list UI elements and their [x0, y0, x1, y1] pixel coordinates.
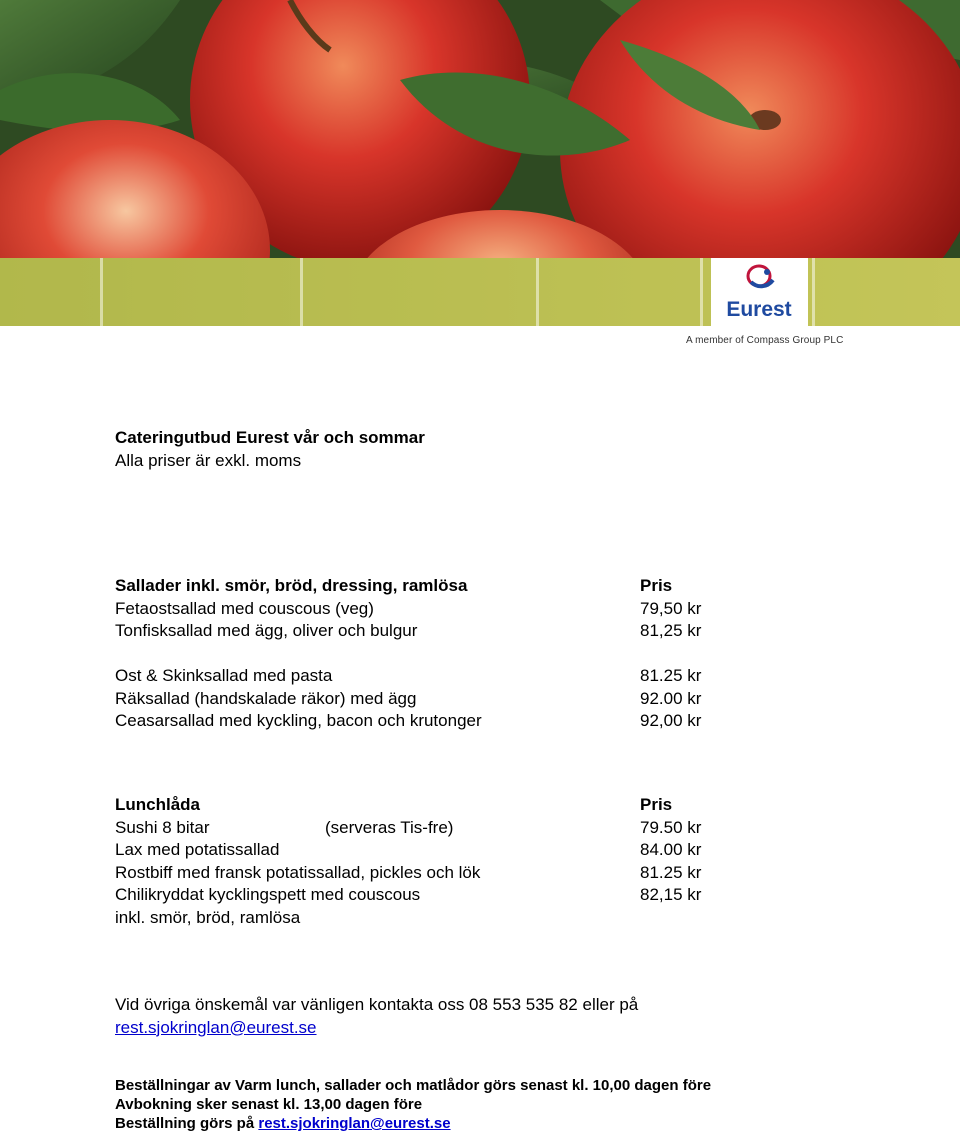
item-name: Ost & Skinksallad med pasta: [115, 666, 333, 685]
item-price: 82,15 kr: [640, 885, 702, 904]
item-price: 79.50 kr: [640, 817, 702, 837]
item-name: Räksallad (handskalade räkor) med ägg: [115, 688, 417, 708]
item-name: Tonfisksallad med ägg, oliver och bulgur: [115, 621, 418, 640]
item-name: Sushi 8 bitar: [115, 817, 210, 837]
list-item: [115, 862, 702, 885]
lunch-section: [115, 794, 702, 929]
list-item: [115, 817, 702, 840]
list-item: [115, 620, 702, 643]
vat-note: Alla priser är exkl. moms: [115, 450, 302, 470]
item-price: 92.00 kr: [640, 688, 702, 708]
item-name: Chilikryddat kycklingspett med couscous: [115, 885, 421, 904]
item-name: Ceasarsallad med kyckling, bacon och krutonger: [115, 711, 482, 730]
eurest-logo-icon: [711, 258, 808, 326]
salads-price-heading: Pris: [640, 576, 673, 595]
list-item: [115, 688, 702, 711]
item-note: (serveras Tis-fre): [325, 817, 454, 837]
contact-email-link[interactable]: rest.sjokringlan@eurest.se: [115, 1017, 317, 1037]
tagline: A member of Compass Group PLC: [686, 335, 844, 346]
item-name: Rostbiff med fransk potatissallad, pickles och lök: [115, 862, 481, 882]
list-item: [115, 839, 702, 862]
list-item: [115, 665, 702, 688]
eurest-logo: [711, 258, 808, 326]
lunch-price-heading: Pris: [640, 795, 673, 814]
salads-section: [115, 575, 702, 733]
contact-text: Vid övriga önskemål var vänligen kontakta oss 08 553 535 82 eller på: [115, 995, 639, 1014]
item-price: 81,25 kr: [640, 621, 702, 640]
item-name: Lax med potatissallad: [115, 840, 280, 859]
list-item: [115, 710, 702, 733]
contact-section: [115, 994, 638, 1039]
logo-text: Eurest: [726, 298, 792, 321]
intro: [115, 427, 425, 472]
order-info: [115, 1076, 711, 1133]
order-deadline: Beställningar av Varm lunch, sallader och matlådor görs senast kl. 10,00 dagen före: [115, 1077, 712, 1094]
order-email-link[interactable]: rest.sjokringlan@eurest.se: [258, 1115, 451, 1132]
lunch-footnote: inkl. smör, bröd, ramlösa: [115, 907, 301, 927]
cancel-deadline: Avbokning sker senast kl. 13,00 dagen före: [115, 1096, 423, 1113]
salads-heading-row: [115, 575, 673, 598]
item-price: 81.25 kr: [640, 862, 702, 882]
order-contact-label: Beställning görs på: [115, 1115, 259, 1132]
item-price: 81.25 kr: [640, 666, 702, 685]
page-title: Cateringutbud Eurest vår och sommar: [115, 428, 425, 447]
lunch-heading: Lunchlåda: [115, 795, 201, 814]
list-item: [115, 598, 702, 621]
lunch-heading-row: [115, 794, 673, 817]
list-item: [115, 884, 702, 907]
header-banner: [0, 0, 960, 326]
item-price: 84.00 kr: [640, 840, 702, 859]
order-contact-row: [115, 1114, 711, 1133]
item-name: Fetaostsallad med couscous (veg): [115, 598, 374, 618]
salads-heading: Sallader inkl. smör, bröd, dressing, ramlösa: [115, 576, 468, 595]
item-price: 79,50 kr: [640, 598, 702, 618]
apples-photo: [0, 0, 960, 326]
item-price: 92,00 kr: [640, 711, 702, 730]
